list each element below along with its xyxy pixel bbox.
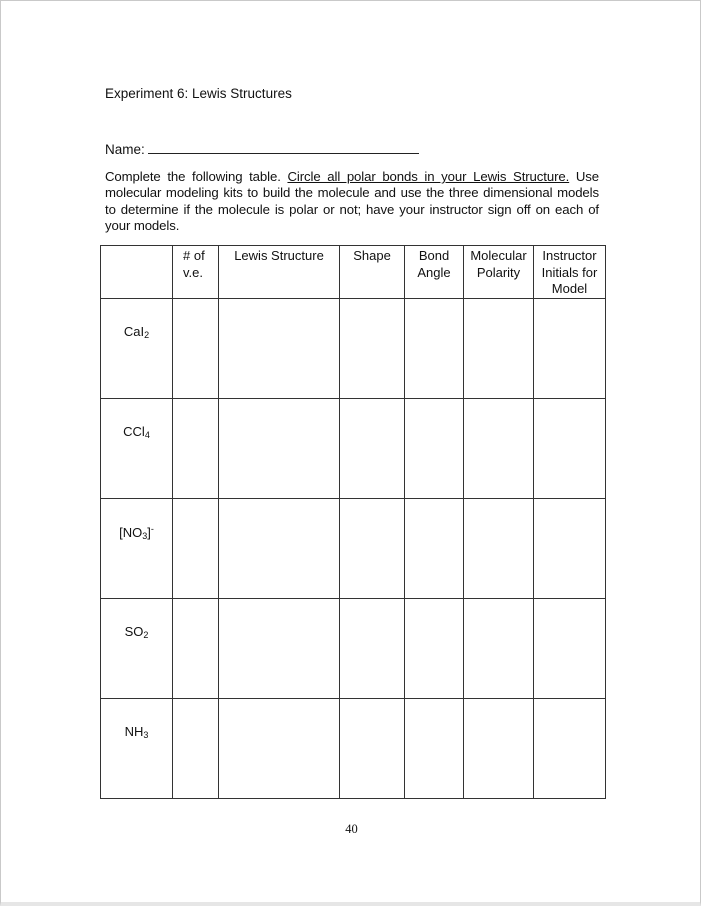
experiment-title: Experiment 6: Lewis Structures (105, 86, 292, 101)
molecule-cell (101, 499, 173, 599)
molecule-formula: CaI$_2$ (123, 324, 150, 340)
table-header-row (101, 246, 606, 299)
polarity-cell[interactable] (464, 699, 534, 799)
bond-angle-cell[interactable] (405, 499, 464, 599)
name-field-row (105, 141, 419, 157)
lewis-structure-cell[interactable] (219, 299, 340, 399)
instructions-paragraph (105, 169, 599, 235)
instructor-initials-cell[interactable] (534, 399, 606, 499)
molecule-formula: $NH_3$ (124, 724, 149, 740)
header-instructor-initials: Instructor Initials for Model (534, 246, 606, 299)
lewis-structure-cell[interactable] (219, 599, 340, 699)
molecule-formula: $SO_2$ (124, 624, 149, 640)
page-number: 40 (345, 822, 358, 836)
table-row (101, 299, 606, 399)
header-valence-electrons: # of v.e. (173, 246, 219, 299)
header-lewis-structure: Lewis Structure (219, 246, 340, 299)
name-blank-line[interactable] (148, 141, 419, 154)
bond-angle-cell[interactable] (405, 699, 464, 799)
valence-electrons-cell[interactable] (173, 299, 219, 399)
molecule-cell (101, 699, 173, 799)
molecule-formula: $[NO_3]^-$ (119, 524, 154, 541)
instructions-text-2: Use molecular modeling kits to build the molecule and use the three dimensional models to determine if the molecule is polar or not; have your instructor sign off on each of your models. (105, 169, 600, 234)
lewis-structure-cell[interactable] (219, 499, 340, 599)
molecule-formula: CCl$_4$ (123, 424, 150, 440)
valence-electrons-cell[interactable] (173, 399, 219, 499)
table-row (101, 499, 606, 599)
valence-electrons-cell[interactable] (173, 599, 219, 699)
valence-electrons-cell[interactable] (173, 699, 219, 799)
header-bond-angle: Bond Angle (405, 246, 464, 299)
bond-angle-cell[interactable] (405, 399, 464, 499)
shape-cell[interactable] (340, 599, 405, 699)
instructor-initials-cell[interactable] (534, 299, 606, 399)
table-row (101, 699, 606, 799)
lewis-structure-cell[interactable] (219, 699, 340, 799)
lewis-structure-cell[interactable] (219, 399, 340, 499)
instructions-text-1: Complete the following table. (105, 169, 288, 184)
molecule-cell (101, 299, 173, 399)
shape-cell[interactable] (340, 699, 405, 799)
bond-angle-cell[interactable] (405, 299, 464, 399)
table-row (101, 399, 606, 499)
valence-electrons-cell[interactable] (173, 499, 219, 599)
header-molecular-polarity: Molecular Polarity (464, 246, 534, 299)
instructor-initials-cell[interactable] (534, 699, 606, 799)
header-molecule (101, 246, 173, 299)
lewis-structures-table (100, 245, 606, 799)
shape-cell[interactable] (340, 299, 405, 399)
polarity-cell[interactable] (464, 599, 534, 699)
shape-cell[interactable] (340, 399, 405, 499)
instructor-initials-cell[interactable] (534, 499, 606, 599)
header-shape: Shape (340, 246, 405, 299)
molecule-cell (101, 399, 173, 499)
polarity-cell[interactable] (464, 399, 534, 499)
instructions-underlined-text: Circle all polar bonds in your Lewis Structure. (287, 169, 570, 184)
polarity-cell[interactable] (464, 499, 534, 599)
molecule-cell (101, 599, 173, 699)
polarity-cell[interactable] (464, 299, 534, 399)
table-row (101, 599, 606, 699)
shape-cell[interactable] (340, 499, 405, 599)
instructor-initials-cell[interactable] (534, 599, 606, 699)
name-label: Name: (105, 142, 145, 157)
bond-angle-cell[interactable] (405, 599, 464, 699)
